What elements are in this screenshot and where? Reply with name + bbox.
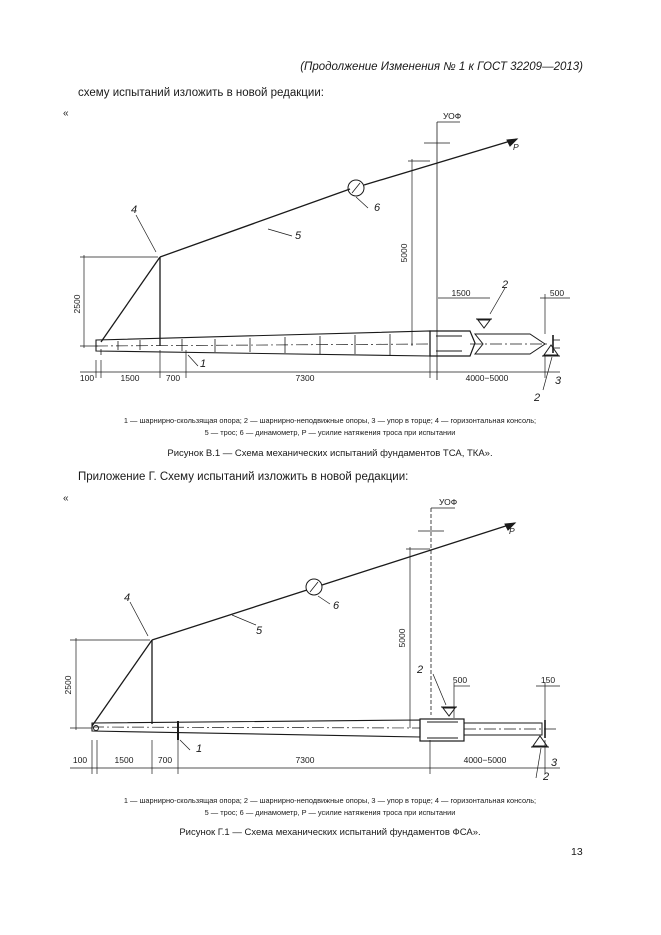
fig2-dim-5000: 5000 (397, 628, 407, 648)
fig1-label-1: 1 (200, 358, 207, 370)
fig2-label-2-top: 2 (417, 664, 424, 676)
fig2-label-2-bottom: 2 (543, 771, 550, 783)
fig1-uof-label: УОФ (443, 111, 462, 121)
fig2-dim-7300: 7300 (295, 755, 315, 765)
fig1-dim-500: 500 (549, 288, 565, 298)
fig1-dim-1500: 1500 (120, 373, 140, 383)
fig2-label-1: 1 (196, 743, 203, 755)
fig1-label-2-top: 2 (502, 279, 509, 291)
fig2-dim-150: 150 (540, 675, 556, 685)
fig2-label-4: 4 (124, 592, 131, 604)
fig1-legend-line-2: 5 — трос; 6 — динамометр, P — усилие натяжения троса при испытании (204, 428, 456, 437)
fig2-dim-500: 500 (452, 675, 468, 685)
fig1-label-6: 6 (374, 202, 381, 214)
fig1-label-2-bottom: 2 (534, 392, 541, 404)
fig1-dim-700: 700 (165, 373, 181, 383)
fig2-dim-4000-5000: 4000−5000 (463, 755, 507, 765)
fig2-label-6: 6 (333, 600, 340, 612)
fig1-label-3: 3 (555, 375, 562, 387)
fig2-label-5: 5 (256, 625, 263, 637)
fig1-dim-1500-top: 1500 (451, 288, 471, 298)
fig2-dim-1500: 1500 (114, 755, 134, 765)
figure-b1-diagram (0, 110, 661, 410)
fig1-legend (50, 415, 610, 439)
fig1-legend-line-1: 1 — шарнирно-скользящая опора; 2 — шарнирно-неподвижные опоры, 3 — упор в торце; 4 — горизонтальная консоль; (123, 416, 537, 425)
page-number: 13 (571, 846, 583, 858)
fig2-label-3: 3 (551, 757, 558, 769)
fig2-uof-label: УОФ (439, 497, 458, 507)
fig2-legend (50, 795, 610, 819)
fig2-legend-line-2: 5 — трос; 6 — динамометр, P — усилие натяжения троса при испытании (204, 808, 456, 817)
fig1-caption: Рисунок В.1 — Схема механических испытаний фундаментов ТСА, ТКА». (167, 448, 493, 459)
document-header: (Продолжение Изменения № 1 к ГОСТ 32209—2013) (300, 61, 583, 73)
fig2-dim-2500: 2500 (63, 675, 73, 695)
fig1-label-4: 4 (131, 204, 138, 216)
fig1-dim-100: 100 (79, 373, 95, 383)
fig2-dim-700: 700 (157, 755, 173, 765)
fig1-dim-4000-5000: 4000−5000 (465, 373, 509, 383)
fig2-force-p-label: P (509, 526, 515, 536)
fig1-dim-2500: 2500 (72, 294, 82, 314)
figure-g1-diagram (0, 495, 661, 795)
fig2-caption: Рисунок Г.1 — Схема механических испытаний фундаментов ФСА». (179, 827, 481, 838)
intro-text-2: Приложение Г. Схему испытаний изложить в новой редакции: (78, 471, 409, 483)
fig2-legend-line-1: 1 — шарнирно-скользящая опора; 2 — шарнирно-неподвижные опоры, 3 — упор в торце; 4 — горизонтальная консоль; (123, 796, 537, 805)
fig1-force-p-label: P (513, 142, 519, 152)
intro-text: схему испытаний изложить в новой редакции: (78, 87, 324, 99)
opening-quote-2: « (63, 493, 69, 504)
fig1-dim-5000: 5000 (399, 243, 409, 263)
fig1-dim-7300: 7300 (295, 373, 315, 383)
fig1-label-5: 5 (295, 230, 302, 242)
opening-quote-1: « (63, 108, 69, 119)
fig2-dim-100: 100 (72, 755, 88, 765)
